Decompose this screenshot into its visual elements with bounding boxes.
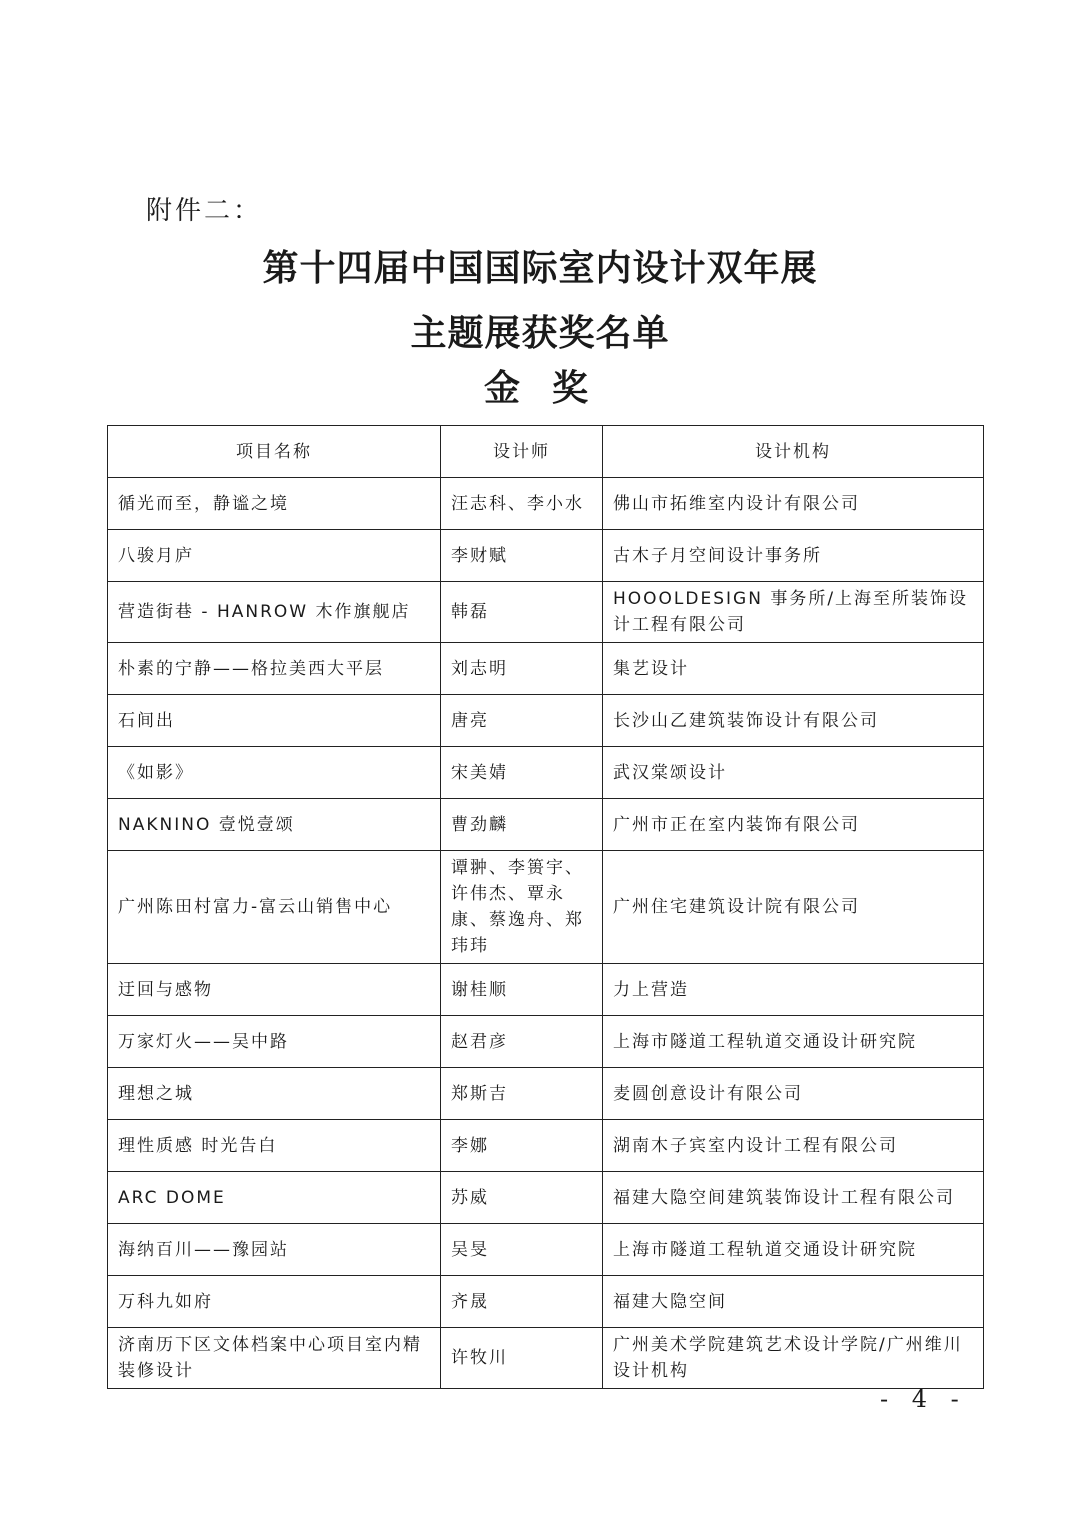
cell-organization: 佛山市拓维室内设计有限公司 [603, 478, 984, 530]
header-organization: 设计机构 [603, 426, 984, 478]
cell-project: 理性质感 时光告白 [108, 1120, 441, 1172]
cell-organization: 上海市隧道工程轨道交通设计研究院 [603, 1224, 984, 1276]
table-row [108, 695, 984, 747]
cell-designer: 李财赋 [441, 530, 603, 582]
cell-designer: 谢桂顺 [441, 964, 603, 1016]
cell-project: 八骏月庐 [108, 530, 441, 582]
table-row [108, 643, 984, 695]
cell-organization: 广州美术学院建筑艺术设计学院/广州维川设计机构 [603, 1328, 984, 1389]
table-row [108, 964, 984, 1016]
table-row [108, 1016, 984, 1068]
document-subtitle: 主题展获奖名单 [410, 312, 670, 354]
cell-organization: 福建大隐空间 [603, 1276, 984, 1328]
cell-project: ARC DOME [108, 1172, 441, 1224]
table-row [108, 1120, 984, 1172]
cell-designer: 宋美婧 [441, 747, 603, 799]
cell-project: 理想之城 [108, 1068, 441, 1120]
cell-designer: 李娜 [441, 1120, 603, 1172]
cell-project: 营造街巷 - HANROW 木作旗舰店 [108, 582, 441, 643]
cell-project: 迂回与感物 [108, 964, 441, 1016]
table-row [108, 747, 984, 799]
table-row [108, 799, 984, 851]
cell-designer: 刘志明 [441, 643, 603, 695]
cell-designer: 许牧川 [441, 1328, 603, 1389]
cell-organization: 上海市隧道工程轨道交通设计研究院 [603, 1016, 984, 1068]
table-row [108, 1172, 984, 1224]
cell-organization: 古木子月空间设计事务所 [603, 530, 984, 582]
cell-project: 石间出 [108, 695, 441, 747]
table-row [108, 478, 984, 530]
header-designer: 设计师 [441, 426, 603, 478]
cell-organization: 广州住宅建筑设计院有限公司 [603, 851, 984, 964]
table-row [108, 582, 984, 643]
cell-organization: 福建大隐空间建筑装饰设计工程有限公司 [603, 1172, 984, 1224]
cell-organization: HOOOLDESIGN 事务所/上海至所装饰设计工程有限公司 [603, 582, 984, 643]
cell-organization: 武汉棠颂设计 [603, 747, 984, 799]
cell-organization: 广州市正在室内装饰有限公司 [603, 799, 984, 851]
cell-project: 循光而至，静谧之境 [108, 478, 441, 530]
cell-project: 济南历下区文体档案中心项目室内精装修设计 [108, 1328, 441, 1389]
table-row [108, 1224, 984, 1276]
table-row [108, 1328, 984, 1389]
cell-designer: 苏威 [441, 1172, 603, 1224]
cell-designer: 唐亮 [441, 695, 603, 747]
cell-designer: 曹劲麟 [441, 799, 603, 851]
cell-designer: 韩磊 [441, 582, 603, 643]
cell-designer: 赵君彦 [441, 1016, 603, 1068]
cell-project: 万家灯火——吴中路 [108, 1016, 441, 1068]
table-row [108, 851, 984, 964]
award-table-body [108, 478, 984, 1389]
cell-organization: 集艺设计 [603, 643, 984, 695]
cell-designer: 谭翀、李篑宇、许伟杰、覃永康、蔡逸舟、郑玮玮 [441, 851, 603, 964]
cell-organization: 麦圆创意设计有限公司 [603, 1068, 984, 1120]
cell-project: 万科九如府 [108, 1276, 441, 1328]
cell-project: 海纳百川——豫园站 [108, 1224, 441, 1276]
cell-designer: 齐晟 [441, 1276, 603, 1328]
cell-project: 广州陈田村富力-富云山销售中心 [108, 851, 441, 964]
header-project: 项目名称 [108, 426, 441, 478]
cell-designer: 郑斯吉 [441, 1068, 603, 1120]
table-row [108, 1276, 984, 1328]
cell-designer: 吴旻 [441, 1224, 603, 1276]
table-row [108, 1068, 984, 1120]
cell-project: 《如影》 [108, 747, 441, 799]
table-header-row [108, 426, 984, 478]
cell-organization: 长沙山乙建筑装饰设计有限公司 [603, 695, 984, 747]
award-table [107, 425, 984, 1389]
document-title: 第十四届中国国际室内设计双年展 [262, 247, 818, 289]
cell-organization: 湖南木子宾室内设计工程有限公司 [603, 1120, 984, 1172]
cell-designer: 汪志科、李小水 [441, 478, 603, 530]
cell-project: NAKNINO 壹悦壹颂 [108, 799, 441, 851]
award-level-heading: 金奖 [483, 367, 620, 409]
cell-project: 朴素的宁静——格拉美西大平层 [108, 643, 441, 695]
cell-organization: 力上营造 [603, 964, 984, 1016]
table-row [108, 530, 984, 582]
page-number: - 4 - [880, 1385, 967, 1413]
attachment-label: 附件二： [146, 196, 263, 226]
